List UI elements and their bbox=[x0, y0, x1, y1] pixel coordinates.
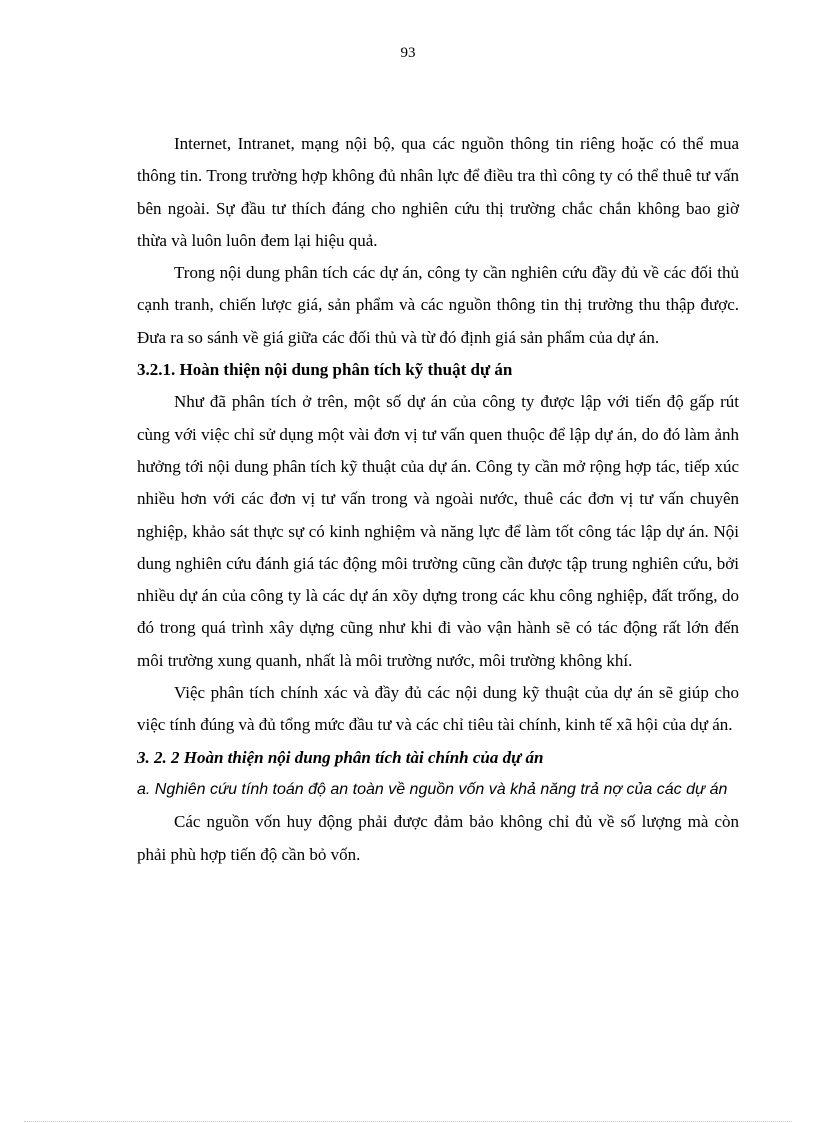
page-number: 93 bbox=[400, 45, 416, 61]
section-heading-financial-analysis: 3. 2. 2 Hoàn thiện nội dung phân tích tài chính của dự án bbox=[137, 747, 544, 767]
paragraph-competitor-analysis: Trong nội dung phân tích các dự án, công ty cần nghiên cứu đầy đủ về các đối thủ cạnh tranh, chiến lược giá, sản phẩm và các nguồn thông tin thị trường thu thập được. Đưa ra so sánh về giá giữa các đối thủ và từ đó định giá sản phẩm của dự án. bbox=[137, 263, 739, 347]
page-bottom-rule bbox=[24, 1121, 792, 1122]
section-heading-technical-analysis: 3.2.1. Hoàn thiện nội dung phân tích kỹ thuật dự án bbox=[137, 360, 513, 380]
subsection-heading-capital-safety: a. Nghiên cứu tính toán độ an toàn về nguồn vốn và khả năng trả nợ của các dự án bbox=[137, 780, 728, 798]
paragraph-technical-benefits: Việc phân tích chính xác và đầy đủ các nội dung kỹ thuật của dự án sẽ giúp cho việc tính đúng và đủ tổng mức đầu tư và các chỉ tiêu tài chính, kinh tế xã hội của dự án. bbox=[137, 683, 739, 735]
document-body bbox=[137, 128, 739, 871]
paragraph-market-research: Internet, Intranet, mạng nội bộ, qua các nguồn thông tin riêng hoặc có thể mua thông tin. Trong trường hợp không đủ nhân lực để điều tra thì công ty có thể thuê tư vấn bên ngoài. Sự đầu tư thích đáng cho nghiên cứu thị trường chắc chắn không bao giờ thừa và luôn luôn đem lại hiệu quả. bbox=[137, 134, 739, 250]
paragraph-capital-mobilization: Các nguồn vốn huy động phải được đảm bảo không chỉ đủ về số lượng mà còn phải phù hợp tiến độ cần bỏ vốn. bbox=[137, 812, 739, 864]
paragraph-technical-analysis: Như đã phân tích ở trên, một số dự án của công ty được lập với tiến độ gấp rút cùng với việc chỉ sử dụng một vài đơn vị tư vấn quen thuộc để lập dự án, do đó làm ảnh hưởng tới nội dung phân tích kỹ thuật của dự án. Công ty cần mở rộng hợp tác, tiếp xúc nhiều hơn với các đơn vị tư vấn trong và ngoài nước, thuê các đơn vị tư vấn chuyên nghiệp, khảo sát thực sự có kinh nghiệm và năng lực để làm tốt công tác lập dự án. Nội dung nghiên cứu đánh giá tác động môi trường cũng cần được tập trung nghiên cứu, bởi nhiều dự án của công ty là các dự án xõy dựng trong các khu công nghiệp, đất trống, do đó trong quá trình xây dựng cũng như khi đi vào vận hành sẽ có tác động rất lớn đến môi trường xung quanh, nhất là môi trường nước, môi trường không khí. bbox=[137, 392, 739, 670]
